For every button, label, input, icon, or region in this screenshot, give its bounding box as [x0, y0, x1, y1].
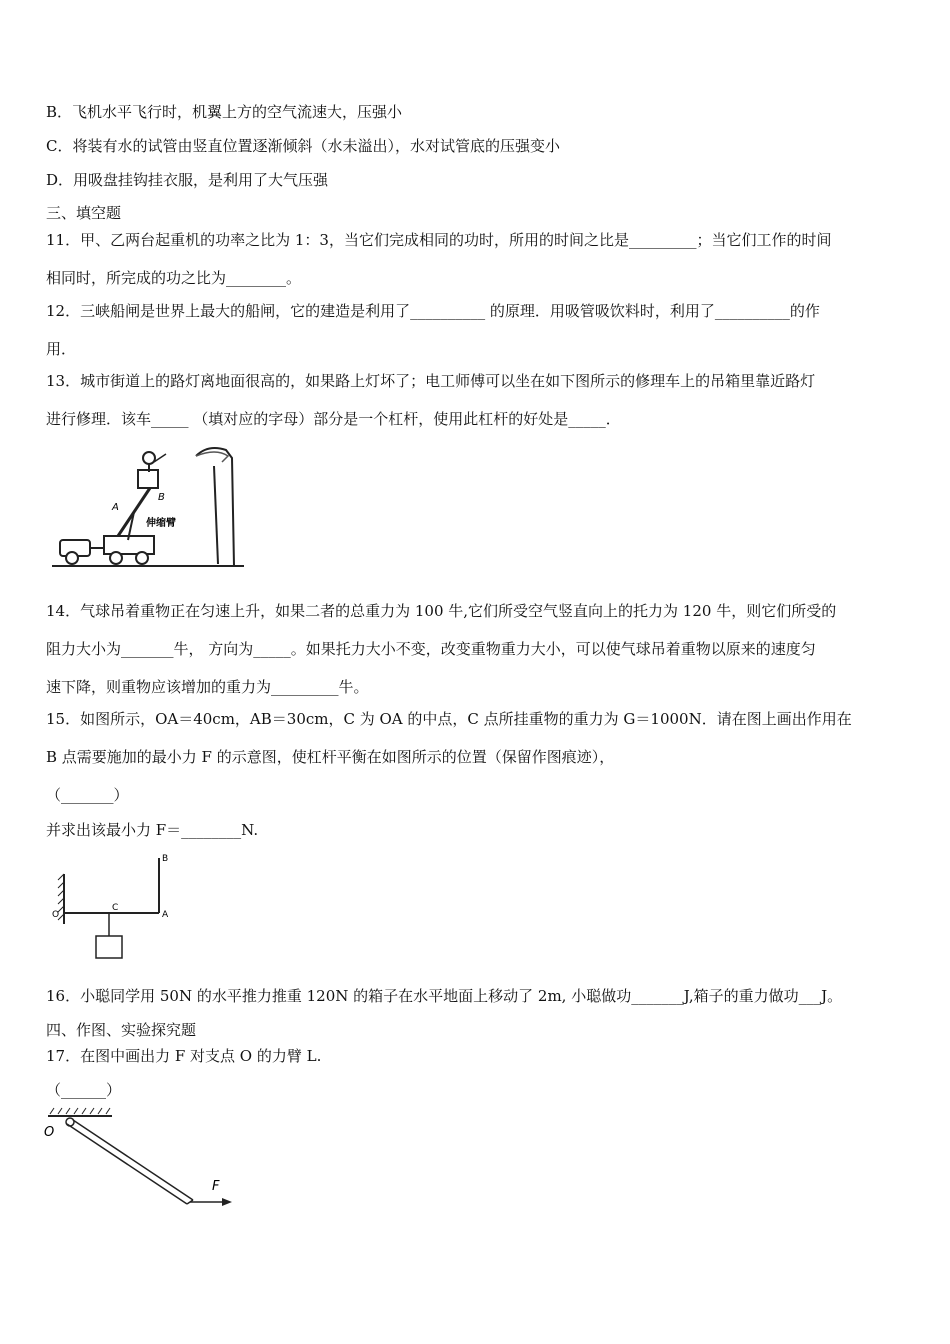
label-a: A: [112, 502, 119, 513]
answer-blank-17: （______）: [46, 1081, 122, 1099]
question-16: 16．小聪同学用 50N 的水平推力推重 120N 的箱子在水平地面上移动了 2m, 小聪做功_______J,箱子的重力做功___J。: [46, 987, 843, 1005]
force-arm-figure: [40, 1104, 250, 1214]
question-14-line-3: 速下降，则重物应该增加的重力为_________牛。: [46, 678, 369, 696]
lever-figure: [46, 846, 186, 966]
label-o: O: [44, 1125, 55, 1140]
label-b: B: [158, 492, 165, 503]
section-heading-drawing: 四、作图、实验探究题: [46, 1021, 197, 1039]
label-b: B: [162, 854, 169, 864]
option-c: C．将装有水的试管由竖直位置逐渐倾斜（水未溢出），水对试管底的压强变小: [46, 137, 560, 155]
question-11-line-2: 相同时，所完成的功之比为________。: [46, 269, 302, 287]
section-heading-fill-blank: 三、填空题: [46, 204, 122, 222]
answer-blank-15: （_______）: [46, 786, 129, 804]
question-12-line-1: 12．三峡船闸是世界上最大的船闸，它的建造是利用了__________ 的原理．用吸管吸饮料时，利用了__________的作: [46, 302, 820, 320]
label-o: O: [52, 910, 60, 920]
question-17: 17．在图中画出力 F 对支点 O 的力臂 L.: [46, 1047, 322, 1065]
label-a: A: [162, 910, 169, 920]
option-b: B．飞机水平飞行时，机翼上方的空气流速大，压强小: [46, 103, 403, 121]
question-14-line-2: 阻力大小为_______牛， 方向为_____。如果托力大小不变，改变重物重力大小，可以使气球吊着重物以原来的速度匀: [46, 640, 816, 658]
label-f: F: [212, 1179, 220, 1194]
question-13-line-2: 进行修理．该车_____ （填对应的字母）部分是一个杠杆，使用此杠杆的好处是_____．: [46, 410, 621, 428]
question-15-line-3: 并求出该最小力 F＝________N.: [46, 821, 259, 839]
question-15-line-2: B 点需要施加的最小力 F 的示意图，使杠杆平衡在如图所示的位置（保留作图痕迹），: [46, 748, 615, 766]
question-15-line-1: 15．如图所示，OA＝40cm，AB＝30cm，C 为 OA 的中点，C 点所挂重物的重力为 G＝1000N．请在图上画出作用在: [46, 710, 852, 728]
label-telescopic-arm: 伸缩臂: [146, 518, 176, 529]
option-d: D．用吸盘挂钩挂衣服，是利用了大气压强: [46, 171, 329, 189]
question-13-line-1: 13．城市街道上的路灯离地面很高的，如果路上灯坏了；电工师傅可以坐在如下图所示的修理车上的吊箱里靠近路灯: [46, 372, 816, 390]
repair-truck-figure: [46, 436, 246, 576]
question-14-line-1: 14．气球吊着重物正在匀速上升，如果二者的总重力为 100 牛,它们所受空气竖直向上的托力为 120 牛，则它们所受的: [46, 602, 837, 620]
label-c: C: [112, 903, 119, 913]
question-12-line-2: 用．: [46, 340, 77, 358]
question-11-line-1: 11．甲、乙两台起重机的功率之比为 1：3，当它们完成相同的功时，所用的时间之比是_________；当它们工作的时间: [46, 231, 832, 249]
